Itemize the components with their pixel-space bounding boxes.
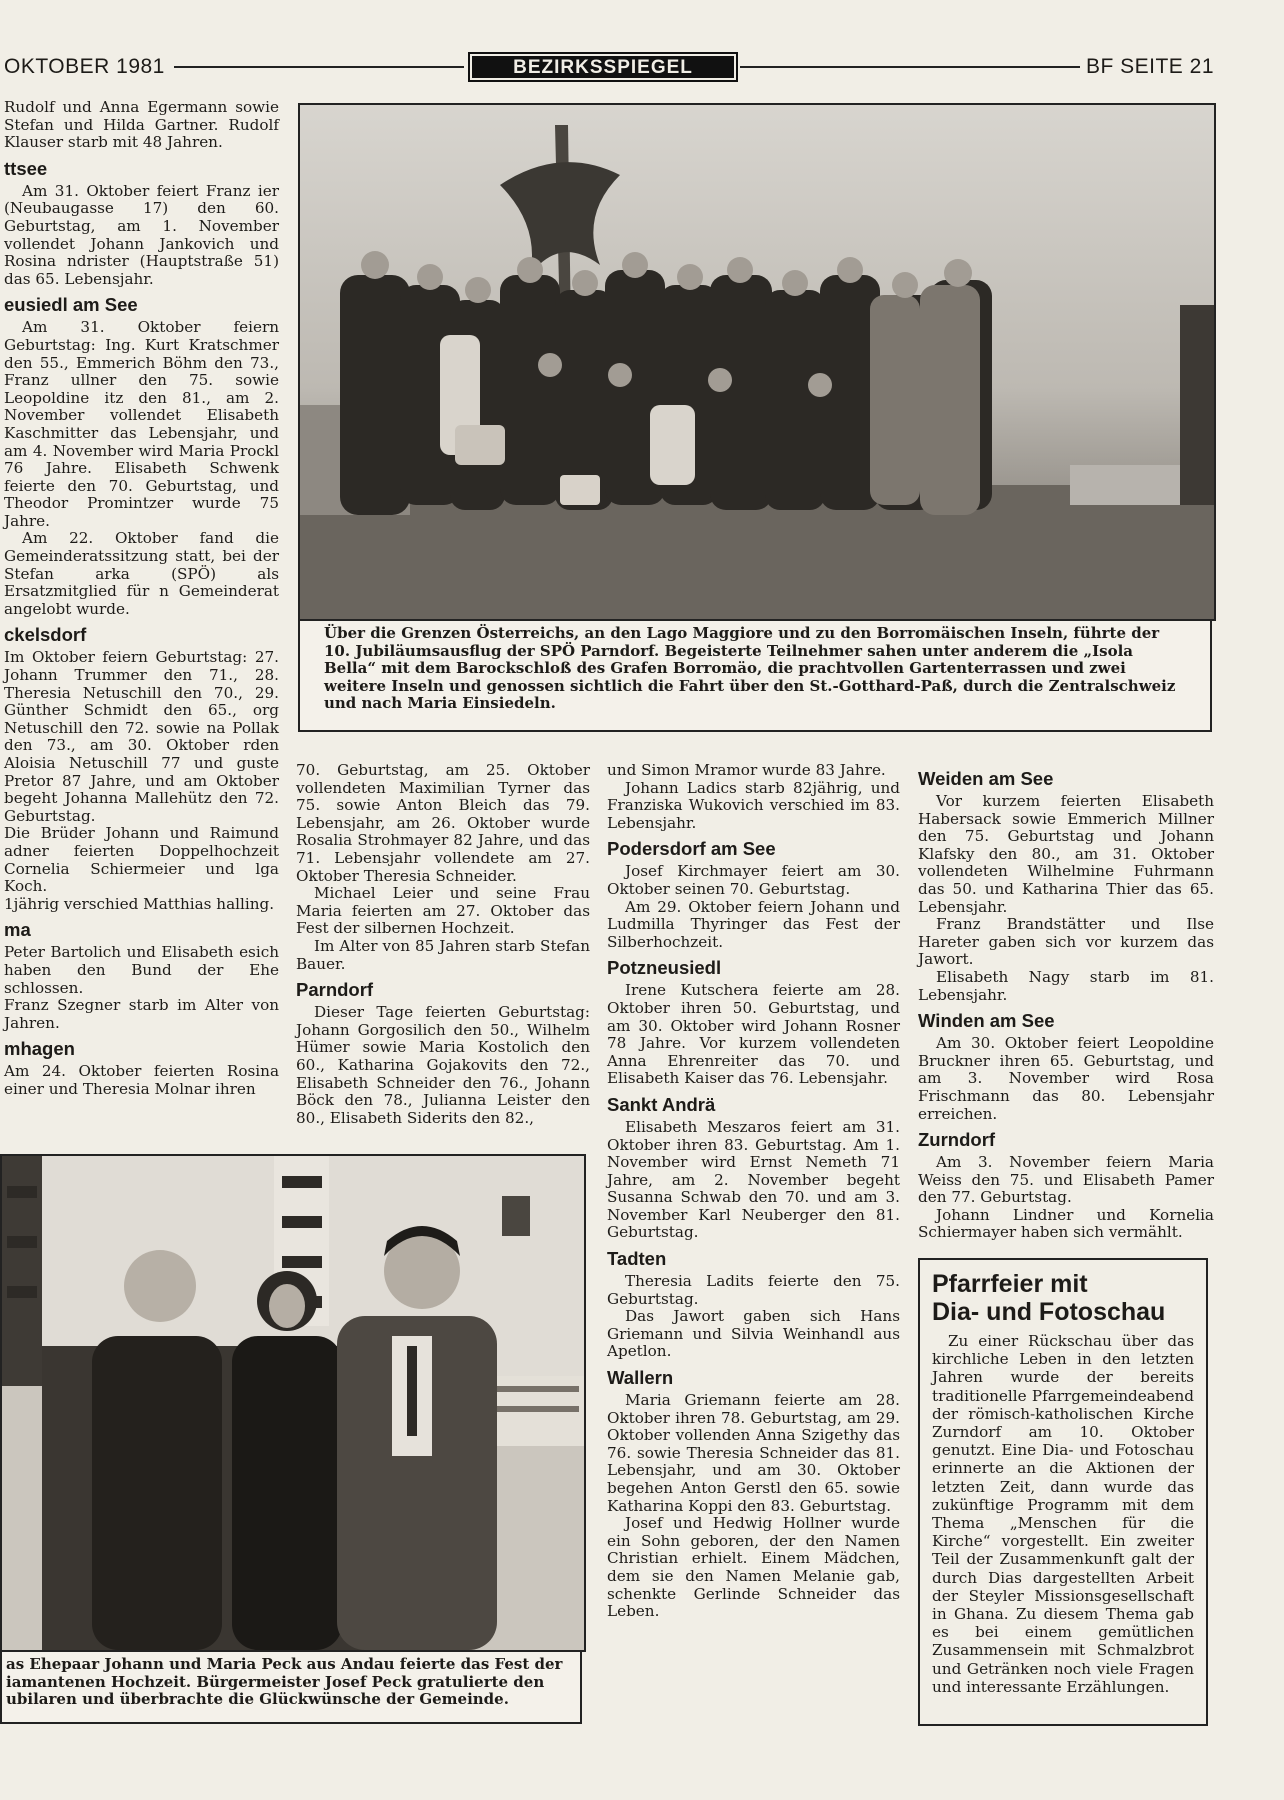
paragraph: Peter Bartolich und Elisabeth esich haben den Bund der Ehe schlossen.	[4, 943, 279, 997]
paragraph: und Simon Mramor wurde 83 Jahre.	[607, 761, 886, 779]
paragraph: Franz Szegner starb im Alter von Jahren.	[4, 996, 279, 1032]
section-title: BEZIRKSSPIEGEL	[472, 56, 734, 78]
paragraph: Josef Kirchmayer feiert am 30. Oktober seinen 70. Geburtstag.	[607, 862, 900, 898]
paragraph: Johann Ladics starb 82jährig, und Franziska Wukovich verschied im 83. Lebensjahr.	[607, 778, 900, 832]
info-box-title-line2: Dia- und Fotoschau	[932, 1298, 1166, 1326]
paragraph: Am 31. Oktober feiern Geburtstag: Ing. Kurt Kratschmer den 55., Emmerich Böhm den 73., Franz ullner den 75. sowie Leopoldine itz den 81., am 2. November vollendet Elisabeth Kaschmitter das Lebensjahr, und am 4. November wird Maria Prockl 76 Jahre. Elisabeth Schwenk feierte den 70. Geburtstag, und Theodor Promintzer wurde 75 Jahre.	[4, 318, 279, 530]
section-title-box	[468, 52, 738, 82]
paragraph: Franz Brandstätter und Ilse Hareter gaben sich vor kurzem das Jawort.	[918, 915, 1214, 969]
column-2	[296, 762, 590, 1127]
paragraph: Im Oktober feiern Geburtstag: 27. Johann Trummer den 71., 28. Theresia Netuschill den 70., 29. Günther Schmidt den 65., org Netuschill den 72. sowie na Pollak den 73., am 30. Oktober rden Aloisia Netuschill 77 und guste Pretor 87 Jahre, und am Oktober begeht Johanna Mallehütz den 72. Geburtstag.	[4, 648, 279, 825]
info-box-pfarrfeier	[918, 1258, 1208, 1726]
info-box-text: Zu einer Rückschau über das kirchliche Leben in den letzten Jahren wurde der bereits traditionelle Pfarrgemeindeabend der römisch-katholischen Kirche Zurndorf am 10. Oktober genutzt. Eine Dia- und Fotoschau erinnerte an die Aktionen der letzten Zeit, dann wurde das zukünftige Programm mit dem Thema „Menschen für die Kirche“ vorgestellt. Ein zweiter Teil der Zusammenkunft galt der durch Dias dargestellten Arbeit der Steyler Missionsgesellschaft in Ghana. Zu diesem Thema gab es bei einem gemütlichen Zusammensein mit Schmalzbrot und Getränken noch viele Fragen und interessante Erzählungen.	[932, 1332, 1194, 1696]
paragraph: Michael Leier und seine Frau Maria feierten am 27. Oktober das Fest der silbernen Hochzeit.	[296, 884, 590, 938]
place-heading: Podersdorf am See	[607, 838, 776, 860]
paragraph: Dieser Tage feierten Geburtstag: Johann Gorgosilich den 50., Wilhelm Hümer sowie Maria Kostolich den 60., Katharina Gojakovits den 72., Elisabeth Schneider den 76., Johann Böck den 78., Julianna Leister den 80., Elisabeth Siderits den 82.,	[296, 1003, 590, 1127]
paragraph: 1jährig verschied Matthias halling.	[4, 894, 275, 913]
paragraph: Rudolf und Anna Egermann sowie Stefan und Hilda Gartner. Rudolf Klauser starb mit 48 Jahren.	[4, 98, 279, 152]
place-heading: ma	[4, 919, 31, 941]
paragraph: Im Alter von 85 Jahren starb Stefan Bauer.	[296, 936, 590, 973]
place-heading: ckelsdorf	[4, 624, 87, 646]
paragraph: Am 29. Oktober feiern Johann und Ludmilla Thyringer das Fest der Silberhochzeit.	[607, 897, 900, 951]
paragraph: Irene Kutschera feierte am 28. Oktober ihren 50. Geburtstag, und am 30. Oktober wird Johann Rosner 78 Jahre. Vor kurzem vollendeten Anna Ehrenreiter das 70. und Elisabeth Kaiser das 76. Lebensjahr.	[607, 981, 900, 1088]
couple-photo-caption: as Ehepaar Johann und Maria Peck aus Andau feierte das Fest der iamantenen Hochzeit. Bürgermeister Josef Peck gratulierte den ubilaren und überbrachte die Glückwünsche der Gemeinde.	[0, 1650, 582, 1724]
paragraph: Am 3. November feiern Maria Weiss den 75. und Elisabeth Pamer den 77. Geburtstag.	[918, 1153, 1214, 1207]
paragraph: Elisabeth Meszaros feiert am 31. Oktober ihren 83. Geburtstag. Am 1. November wird Ernst Nemeth 71 Jahre, am 2. November begeht Susanna Schwab den 70. und am 3. November Karl Neuberger den 81. Geburtstag.	[607, 1117, 900, 1242]
place-heading: Weiden am See	[918, 768, 1054, 789]
place-heading: Tadten	[607, 1248, 667, 1270]
header-rule-right	[740, 66, 1080, 68]
info-box-title	[932, 1270, 1194, 1326]
paragraph: Am 30. Oktober feiert Leopoldine Bruckner ihren 65. Geburtstag, und am 3. November wird Rosa Frischmann das 80. Lebensjahr erreichen.	[918, 1034, 1214, 1123]
place-heading: Sankt Andrä	[607, 1093, 716, 1115]
paragraph: Josef und Hedwig Hollner wurde ein Sohn geboren, der den Namen Christian erhielt. Einem Mädchen, dem sie den Namen Melanie gab, schenkte Gerlinde Schneider das Leben.	[607, 1514, 900, 1621]
place-heading: eusiedl am See	[4, 294, 138, 316]
paragraph: Vor kurzem feierten Elisabeth Habersack sowie Emmerich Millner den 75. Geburtstag und Johann Klafsky den 80., am 31. Oktober vollendeten Wilhelmine Fuhrmann das 50. und Katharina Thier das 65. Lebensjahr.	[918, 792, 1214, 916]
info-box-title-line1: Pfarrfeier mit	[932, 1270, 1088, 1298]
place-heading: Zurndorf	[918, 1129, 996, 1151]
header-rule-left	[174, 66, 464, 68]
paragraph: 70. Geburtstag, am 25. Oktober vollendeten Maximilian Tyrner das 75. sowie Anton Bleich das 79. Lebensjahr, am 26. Oktober wurde Rosalia Strohmayer 82 Jahre, und das 71. Lebensjahr vollendete am 27. Oktober Theresia Schneider.	[296, 761, 590, 885]
issue-date: OKTOBER 1981	[4, 55, 165, 78]
place-heading: Wallern	[607, 1367, 674, 1389]
paragraph: Am 24. Oktober feierten Rosina einer und Theresia Molnar ihren	[4, 1062, 279, 1098]
place-heading: mhagen	[4, 1038, 75, 1060]
group-photo-image	[300, 105, 1214, 619]
group-photo	[298, 103, 1216, 621]
column-3	[607, 762, 900, 1621]
paragraph: Elisabeth Nagy starb im 81. Lebensjahr.	[918, 967, 1214, 1004]
paragraph: Am 31. Oktober feiert Franz ier (Neubaugasse 17) den 60. Geburtstag, am 1. November vollendet Johann Jankovich und Rosina ndrister (Hauptstraße 51) das 65. Lebensjahr.	[4, 181, 279, 288]
column-4	[918, 762, 1214, 1242]
place-heading: ttsee	[4, 157, 48, 179]
paragraph: Am 22. Oktober fand die Gemeinderatssitzung statt, bei der Stefan arka (SPÖ) als Ersatzmitglied für n Gemeinderat angelobt wurde.	[4, 529, 279, 618]
place-heading: Potzneusiedl	[607, 957, 722, 979]
paragraph: Johann Lindner und Kornelia Schiermayer haben sich vermählt.	[918, 1205, 1214, 1242]
place-heading: Winden am See	[918, 1010, 1055, 1032]
group-photo-caption: Über die Grenzen Österreichs, an den Lago Maggiore und zu den Borromäischen Inseln, führte der 10. Jubiläumsausflug der SPÖ Parndorf. Begeisterte Teilnehmer sahen unter anderem die „Isola Bella“ mit dem Barockschloß des Grafen Borromäo, die prachtvollen Gartenterrassen und zwei weitere Inseln und genossen sichtlich die Fahrt über den St.-Gotthard-Paß, durch die Zentralschweiz und nach Maria Einsiedeln.	[298, 619, 1212, 732]
paragraph: Theresia Ladits feierte den 75. Geburtstag.	[607, 1272, 900, 1308]
couple-photo-image	[2, 1156, 584, 1650]
column-1	[4, 99, 279, 1099]
paragraph: Maria Griemann feierte am 28. Oktober ihren 78. Geburtstag, am 29. Oktober vollenden Anna Szigethy das 76. sowie Theresia Schneider das 81. Lebensjahr, und am 30. Oktober begehen Anton Gerstl den 65. sowie Katharina Koppi den 83. Geburtstag.	[607, 1391, 900, 1515]
couple-photo	[0, 1154, 586, 1652]
paragraph: Das Jawort gaben sich Hans Griemann und Silvia Weinhandl aus Apetlon.	[607, 1307, 900, 1361]
page-number: BF SEITE 21	[1085, 55, 1214, 78]
place-heading: Parndorf	[296, 979, 374, 1001]
paragraph: Die Brüder Johann und Raimund adner feierten Doppelhochzeit Cornelia Schiermeier und lga Koch.	[4, 824, 279, 896]
page-header	[0, 52, 1284, 86]
